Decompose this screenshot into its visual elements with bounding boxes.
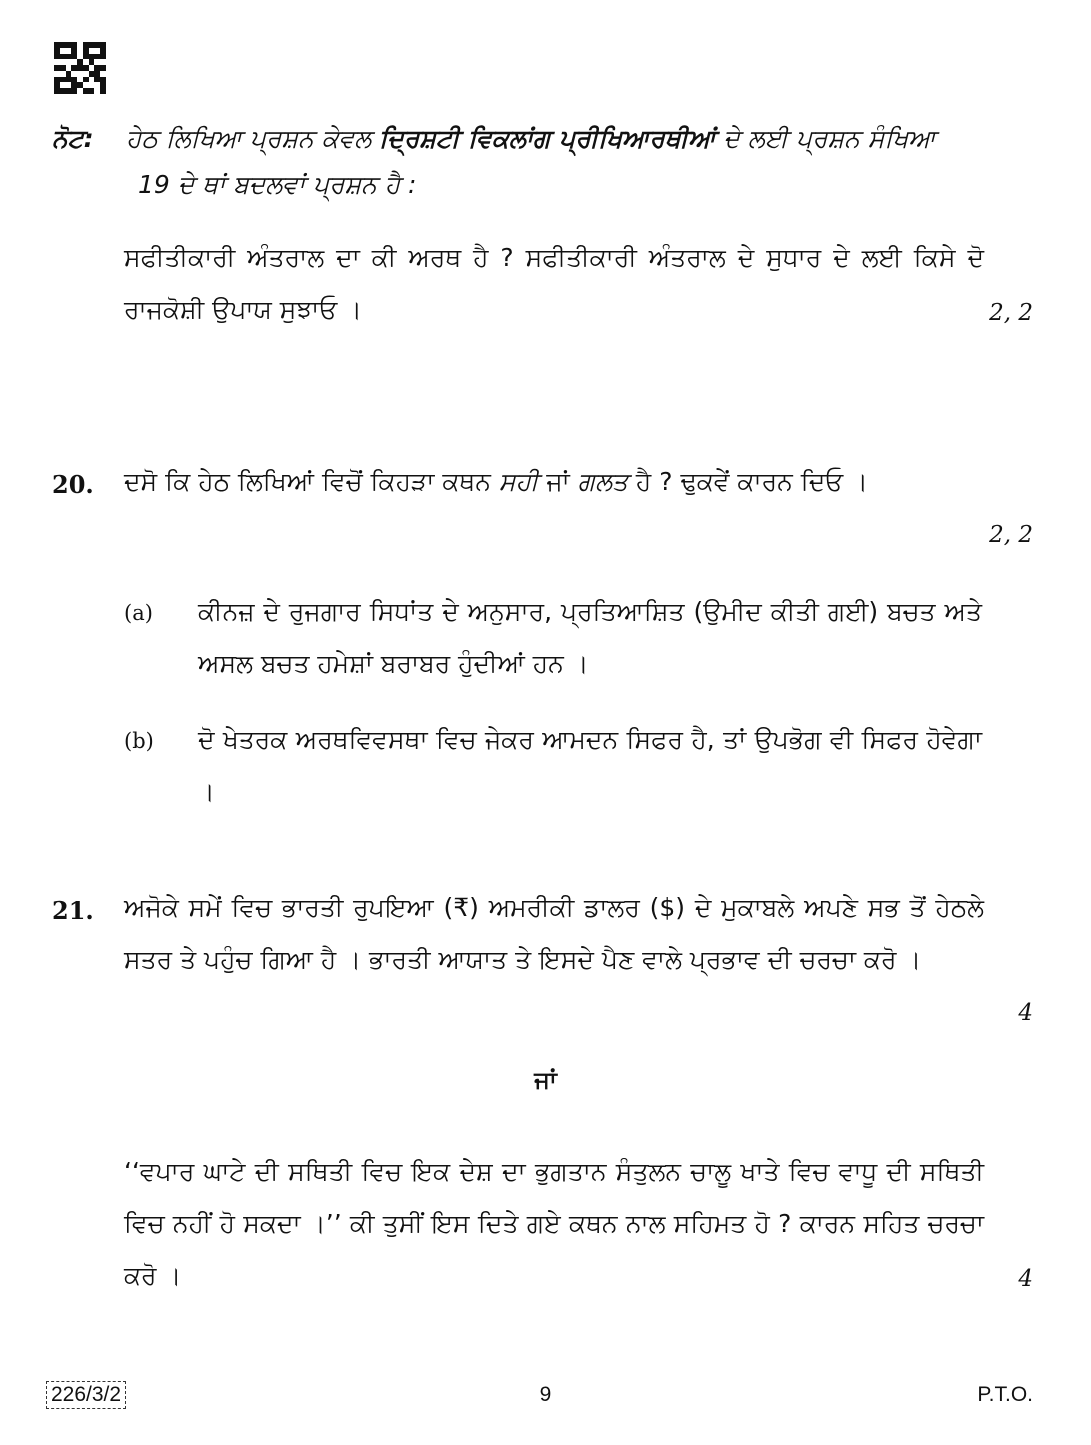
page-number: 9	[539, 1383, 552, 1406]
q21-marks: 4	[1018, 1000, 1033, 1026]
q20-sahi: ਸਹੀ	[498, 467, 539, 496]
q19-alt-marks: 2, 2	[989, 300, 1033, 326]
q20-b-text: ਦੋ ਖੇਤਰਕ ਅਰਥਵਿਵਸਥਾ ਵਿਚ ਜੇਕਰ ਆਮਦਨ ਸਿਫਰ ਹੈ, ਤਾਂ ਉਪਭੋਗ ਵੀ ਸਿਫਰ ਹੋਵੇਗਾ ।	[198, 725, 982, 806]
q20-text-pre: ਦਸੋ ਕਿ ਹੇਠ ਲਿਖਿਆਂ ਵਿਚੋਂ ਕਿਹੜਾ ਕਥਨ	[124, 467, 499, 496]
q20-galat: ਗਲਤ	[577, 467, 628, 496]
q19-alt-text: ਸਫੀਤੀਕਾਰੀ ਅੰਤਰਾਲ ਦਾ ਕੀ ਅਰਥ ਹੈ ? ਸਫੀਤੀਕਾਰੀ ਅੰਤਰਾਲ ਦੇ ਸੁਧਾਰ ਦੇ ਲਈ ਕਿਸੇ ਦੋ ਰਾਜਕੋਸ਼ੀ ਉਪਾਯ ਸੁਝਾਓ ।	[124, 243, 984, 324]
paper-code: 226/3/2	[46, 1381, 126, 1409]
note-label: ਨੋਟ:	[52, 124, 94, 153]
q20-a-text: ਕੀਨਜ਼ ਦੇ ਰੁਜਗਾਰ ਸਿਧਾਂਤ ਦੇ ਅਨੁਸਾਰ, ਪ੍ਰਤਿਆਸ਼ਿਤ (ਉਮੀਦ ਕੀਤੀ ਗਈ) ਬਚਤ ਅਤੇ ਅਸਲ ਬਚਤ ਹਮੇਸ਼ਾਂ ਬਰਾਬਰ ਹੁੰਦੀਆਂ ਹਨ ।	[198, 597, 982, 678]
q21-alt-marks: 4	[1018, 1266, 1033, 1292]
q21-text: ਅਜੋਕੇ ਸਮੇਂ ਵਿਚ ਭਾਰਤੀ ਰੁਪਇਆ (₹) ਅਮਰੀਕੀ ਡਾਲਰ ($) ਦੇ ਮੁਕਾਬਲੇ ਅਪਣੇ ਸਭ ਤੋਂ ਹੇਠਲੇ ਸਤਰ ਤੇ ਪਹੁੰਚ ਗਿਆ ਹੈ । ਭਾਰਤੀ ਆਯਾਤ ਤੇ ਇਸਦੇ ਪੈਣ ਵਾਲੇ ਪ੍ਰਭਾਵ ਦੀ ਚਰਚਾ ਕਰੋ ।	[124, 893, 984, 974]
note-text-post: ਦੇ ਲਈ ਪ੍ਰਸ਼ਨ ਸੰਖਿਆ	[715, 124, 936, 153]
question-number-21: 21.	[52, 896, 94, 925]
q21-alt-text: ‘‘ਵਪਾਰ ਘਾਟੇ ਦੀ ਸਥਿਤੀ ਵਿਚ ਇਕ ਦੇਸ਼ ਦਾ ਭੁਗਤਾਨ ਸੰਤੁਲਨ ਚਾਲੂ ਖਾਤੇ ਵਿਚ ਵਾਧੂ ਦੀ ਸਥਿਤੀ ਵਿਚ ਨਹੀਂ ਹੋ ਸਕਦਾ ।’’ ਕੀ ਤੁਸੀਂ ਇਸ ਦਿਤੇ ਗਏ ਕਥਨ ਨਾਲ ਸਹਿਮਤ ਹੋ ? ਕਾਰਨ ਸਹਿਤ ਚਰਚਾ ਕਰੋ ।	[124, 1157, 984, 1290]
note-line-2: 19 ਦੇ ਥਾਂ ਬਦਲਵਾਂ ਪ੍ਰਸ਼ਨ ਹੈ :	[138, 170, 417, 199]
q20-text-post: ਹੈ ? ਢੁਕਵੇਂ ਕਾਰਨ ਦਿਓ ।	[627, 467, 868, 496]
note-text-bold: ਦ੍ਰਿਸ਼ਟੀ ਵਿਕਲਾਂਗ ਪ੍ਰੀਖਿਆਰਥੀਆਂ	[379, 124, 716, 153]
q20-b-label: (b)	[124, 729, 154, 753]
note-block	[52, 116, 992, 208]
q20-a-label: (a)	[124, 601, 153, 625]
note-text-pre: ਹੇਠ ਲਿਖਿਆ ਪ੍ਰਸ਼ਨ ਕੇਵਲ	[126, 124, 380, 153]
q20-text	[124, 456, 984, 508]
pto-label: P.T.O.	[977, 1383, 1033, 1406]
question-number-20: 20.	[52, 470, 94, 499]
qr-code	[54, 42, 106, 94]
q20-marks: 2, 2	[989, 522, 1033, 548]
q20-text-mid: ਜਾਂ	[538, 467, 578, 496]
or-separator: ਜਾਂ	[534, 1066, 557, 1094]
